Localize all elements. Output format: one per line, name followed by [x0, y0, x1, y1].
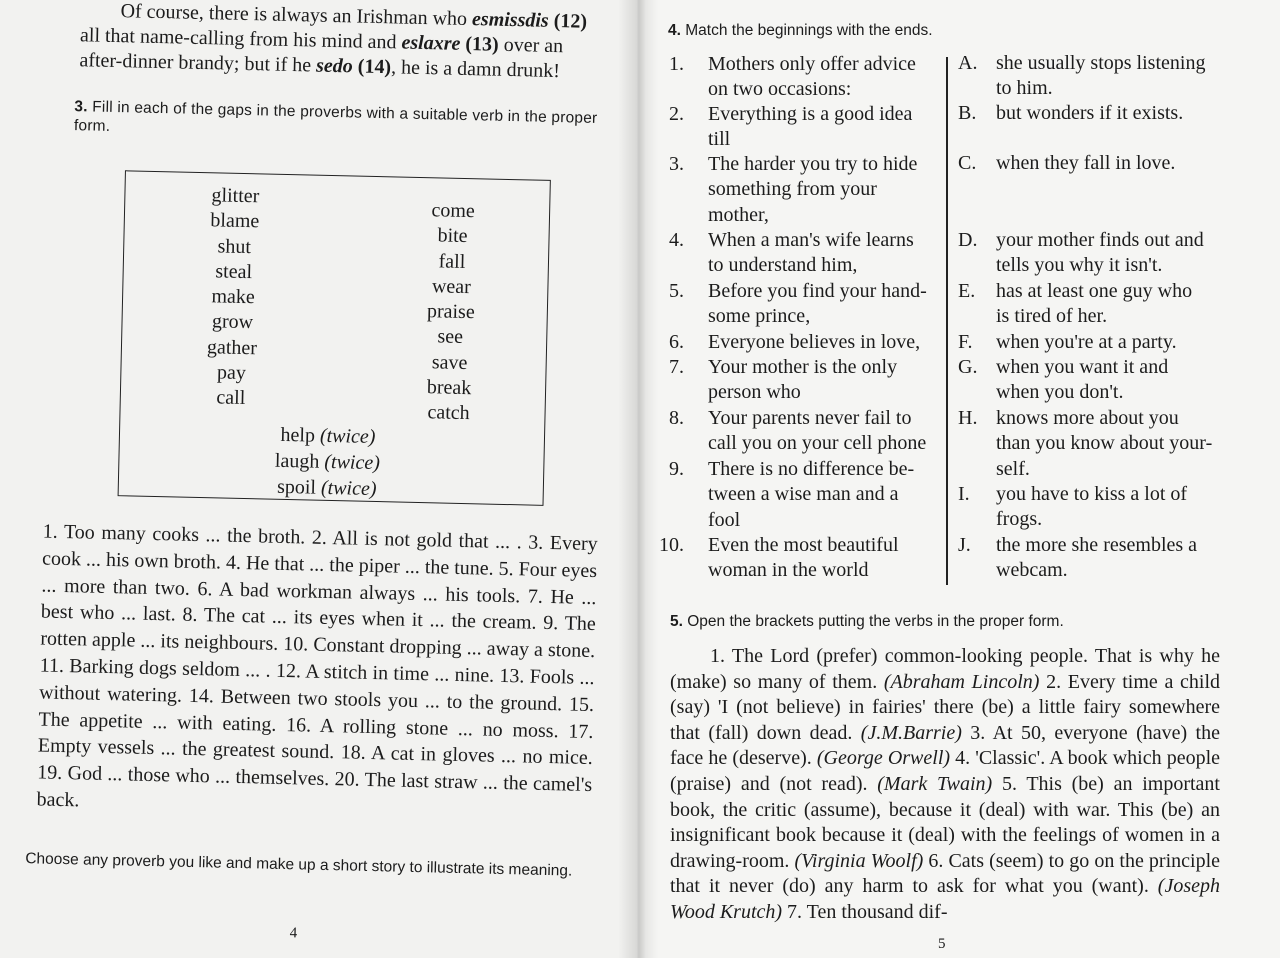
beginning-number: 2.: [669, 103, 684, 125]
story-gap-number: (13): [465, 32, 499, 56]
end-line: she usually stops listening: [996, 52, 1206, 74]
beginning-line: The harder you try to hide: [708, 153, 918, 175]
beginning-text: [708, 52, 928, 103]
beginning-number: 1.: [669, 53, 684, 75]
story-gap-number: (14): [357, 55, 392, 79]
end-letter: I.: [958, 483, 970, 505]
verb-column-1: [183, 183, 284, 413]
beginning-line: call you on your cell phone: [708, 432, 927, 455]
exercise-5-segment: 3. At 50, everyone (have) the face he (deserve).: [670, 721, 1220, 770]
choose-instruction: Choose any proverb you like and make up a short story to illustrate its meaning.: [25, 850, 573, 880]
verb-note: (twice): [324, 450, 381, 475]
beginning-text: [708, 330, 928, 355]
end-line: to him.: [996, 77, 1053, 100]
end-line: when you're at a party.: [996, 331, 1177, 353]
end-text: [996, 406, 1226, 482]
exercise-5-segment: 1. The Lord (prefer) common-looking people. That is why he (make) so many of them.: [670, 645, 1220, 693]
beginning-line: Even the most beautiful: [708, 534, 899, 556]
quote-author: (Virginia Woolf): [794, 849, 924, 872]
verb-item: wear: [431, 275, 472, 299]
beginning-line: Everyone believes in love,: [708, 331, 921, 353]
beginning-line: fool: [708, 508, 741, 531]
end-line: the more she resembles a: [996, 534, 1198, 556]
story-text: , he is a damn drunk!: [390, 56, 561, 83]
end-line: but wonders if it exists.: [996, 102, 1184, 124]
end-line: than you know about your-: [996, 432, 1213, 455]
exercise-3-heading: [74, 97, 620, 147]
beginning-text: [708, 457, 928, 533]
beginning-line: Mothers only offer advice: [708, 53, 916, 75]
verb-item: pay: [216, 361, 247, 385]
verb-item: blame: [210, 209, 260, 233]
beginning-line: some prince,: [708, 305, 811, 328]
exercise-instruction: Fill in each of the gaps in the proverbs with a suitable verb in the proper form.: [73, 98, 598, 135]
story-text: all that name-calling from his mind and: [79, 24, 397, 54]
story-text: over an: [503, 33, 564, 58]
exercise-5-segment: 2. Every time a child (say) 'I (not believe) in fairies' there (be) a little fairy somewhere that (fall) down dead.: [670, 670, 1221, 744]
end-text: [996, 101, 1226, 126]
story-text: after-dinner brandy; but if he: [79, 49, 312, 77]
quote-author: (George Orwell): [816, 747, 951, 770]
end-line: your mother finds out and: [996, 229, 1204, 251]
beginning-line: tween a wise man and a: [708, 483, 899, 506]
verb-item: come: [431, 199, 476, 223]
verb-item: steal: [215, 260, 253, 284]
verb-twice-item: [267, 474, 388, 503]
beginning-number: 6.: [669, 331, 684, 353]
beginning-number: 3.: [669, 153, 684, 175]
beginning-line: When a man's wife learns: [708, 229, 914, 251]
end-letter: B.: [958, 102, 977, 124]
verb-item: laugh: [274, 449, 320, 473]
beginning-line: person who: [708, 381, 801, 404]
end-text: [996, 330, 1226, 355]
exercise-5-text: [670, 644, 1220, 926]
beginning-text: [708, 533, 928, 584]
end-letter: C.: [958, 152, 977, 174]
end-letter: G.: [958, 356, 978, 378]
end-line: when you don't.: [996, 381, 1124, 404]
beginning-line: Your parents never fail to: [708, 407, 912, 429]
story-text: Of course, there is always an Irishman who: [120, 0, 468, 30]
beginning-text: [708, 279, 928, 330]
beginning-line: on two occasions:: [708, 78, 852, 101]
beginning-text: [708, 406, 928, 457]
end-line: frogs.: [996, 508, 1043, 531]
end-letter: D.: [958, 229, 978, 251]
end-letter: J.: [958, 534, 971, 556]
proverbs-text: 1. Too many cooks ... the broth. 2. All is not gold that ... . 3. Every cook ... his own broth. 4. He that ... the piper ... the tune. 5. Four eyes ... more than two. 6. A bad workman always ... his tools. 7. He ... best who ... last. 8. The cat ... its eyes when it ... the cream. 9. The rotten apple ... its neighbours. 10. Constant dropping ... away a stone. 11. Barking dogs seldom ... . 12. A stitch in time ... nine. 13. Fools ... without watering. 14. Between two stools you ... to the ground. 15. The appetite ... with eating. 16. A rolling stone ... no moss. 17. Empty vessels ... the greatest sound. 18. A cat in gloves ... no mice. 19. God ... those who ... themselves. 20. The last straw ... the camel's back.: [36, 520, 598, 812]
beginning-number: 7.: [669, 356, 684, 378]
verb-item: glitter: [211, 184, 260, 208]
exercise-number: 4.: [668, 22, 681, 39]
end-text: [996, 151, 1226, 176]
beginning-line: something from your: [708, 178, 877, 201]
story-gap-word: eslaxre: [401, 31, 461, 55]
end-text: [996, 279, 1226, 330]
beginning-line: Before you find your hand-: [708, 280, 927, 302]
exercise-number: 5.: [670, 613, 683, 630]
exercise-5-segment: 4. 'Classic'. A book which people (praise) and (not read).: [670, 747, 1221, 795]
end-line: tells you why it isn't.: [996, 254, 1163, 277]
right-page: [636, 0, 1280, 958]
beginning-text: [708, 102, 928, 153]
end-letter: F.: [958, 331, 973, 353]
verb-item: see: [437, 325, 464, 349]
quote-author: (Abraham Lincoln): [883, 670, 1040, 693]
beginning-number: 4.: [669, 229, 684, 251]
beginning-number: 9.: [669, 458, 684, 480]
end-text: [996, 533, 1226, 584]
beginning-number: 5.: [669, 280, 684, 302]
quote-author: (J.M.Barrie): [860, 721, 962, 744]
story-gap-number: (12): [553, 9, 588, 33]
end-line: when you want it and: [996, 356, 1169, 378]
end-line: self.: [996, 457, 1030, 480]
verb-item: shut: [217, 234, 252, 258]
exercise-5-segment: 5. This (be) an important book, the critic (assume), because it (deal) with war. This (be) an insignificant book because it (deal) with the feelings of women in a drawing-room.: [670, 772, 1220, 872]
verb-twice-list: [267, 422, 389, 503]
verb-box: [118, 170, 551, 506]
end-line: is tired of her.: [996, 305, 1108, 328]
beginning-line: woman in the world: [708, 559, 869, 582]
verb-twice-item: [268, 422, 389, 451]
verb-note: (twice): [319, 424, 376, 449]
verb-item: fall: [438, 250, 466, 273]
verb-item: break: [426, 376, 472, 400]
verb-item: call: [216, 386, 246, 410]
end-line: has at least one guy who: [996, 280, 1193, 302]
beginning-number: 10.: [659, 534, 684, 556]
beginning-number: 8.: [669, 407, 684, 429]
beginning-line: mother,: [708, 203, 769, 226]
end-text: [996, 228, 1226, 279]
beginning-text: [708, 152, 928, 228]
exercise-5-segment: 7. Ten thousand dif-: [782, 900, 948, 923]
quote-author: (Mark Twain): [877, 772, 993, 795]
story-gap-word: sedo: [315, 54, 354, 78]
beginning-line: Your mother is the only: [708, 356, 898, 378]
end-line: you have to kiss a lot of: [996, 483, 1188, 505]
beginning-line: to understand him,: [708, 254, 858, 277]
match-divider: [946, 57, 948, 585]
end-line: when they fall in love.: [996, 152, 1176, 174]
verb-item: help: [280, 423, 316, 447]
end-line: knows more about you: [996, 407, 1179, 429]
end-letter: A.: [958, 52, 978, 74]
end-text: [996, 482, 1226, 533]
verb-item: praise: [426, 300, 475, 324]
end-text: [996, 355, 1226, 406]
exercise-5-segment: 6. Cats (seem) to go on the principle that it never (do) any harm to ask for what you (want).: [670, 849, 1221, 898]
end-letter: E.: [958, 280, 976, 302]
verb-item: bite: [437, 224, 468, 248]
exercise-instruction: Match the beginnings with the ends.: [685, 22, 933, 39]
beginning-text: [708, 355, 928, 406]
verb-item: save: [431, 351, 468, 374]
left-page: [0, 0, 636, 958]
verb-item: spoil: [276, 475, 317, 499]
verb-item: catch: [427, 401, 470, 425]
exercise-number: 3.: [74, 98, 88, 116]
page-number-left: 4: [289, 925, 298, 942]
beginning-text: [708, 228, 928, 279]
left-page-content: [0, 0, 636, 958]
beginning-line: There is no difference be-: [708, 458, 915, 480]
beginning-line: Everything is a good idea: [708, 103, 913, 125]
exercise-instruction: Open the brackets putting the verbs in the proper form.: [687, 613, 1064, 630]
beginning-line: till: [708, 128, 731, 151]
verb-item: gather: [206, 335, 258, 360]
end-line: webcam.: [996, 559, 1068, 582]
quote-author: (Joseph Wood Krutch): [670, 875, 1220, 923]
verb-item: grow: [211, 310, 254, 334]
page-number-right: 5: [938, 936, 946, 952]
end-text: [996, 51, 1226, 102]
end-letter: H.: [958, 407, 978, 429]
verb-twice-item: [267, 448, 388, 477]
verb-item: make: [211, 285, 256, 309]
story-gap-word: esmissdis: [471, 8, 549, 32]
exercise-5-heading: [670, 612, 1230, 631]
verb-column-2: [398, 198, 503, 428]
exercise-4-heading: [668, 21, 1228, 40]
verb-note: (twice): [320, 476, 377, 501]
